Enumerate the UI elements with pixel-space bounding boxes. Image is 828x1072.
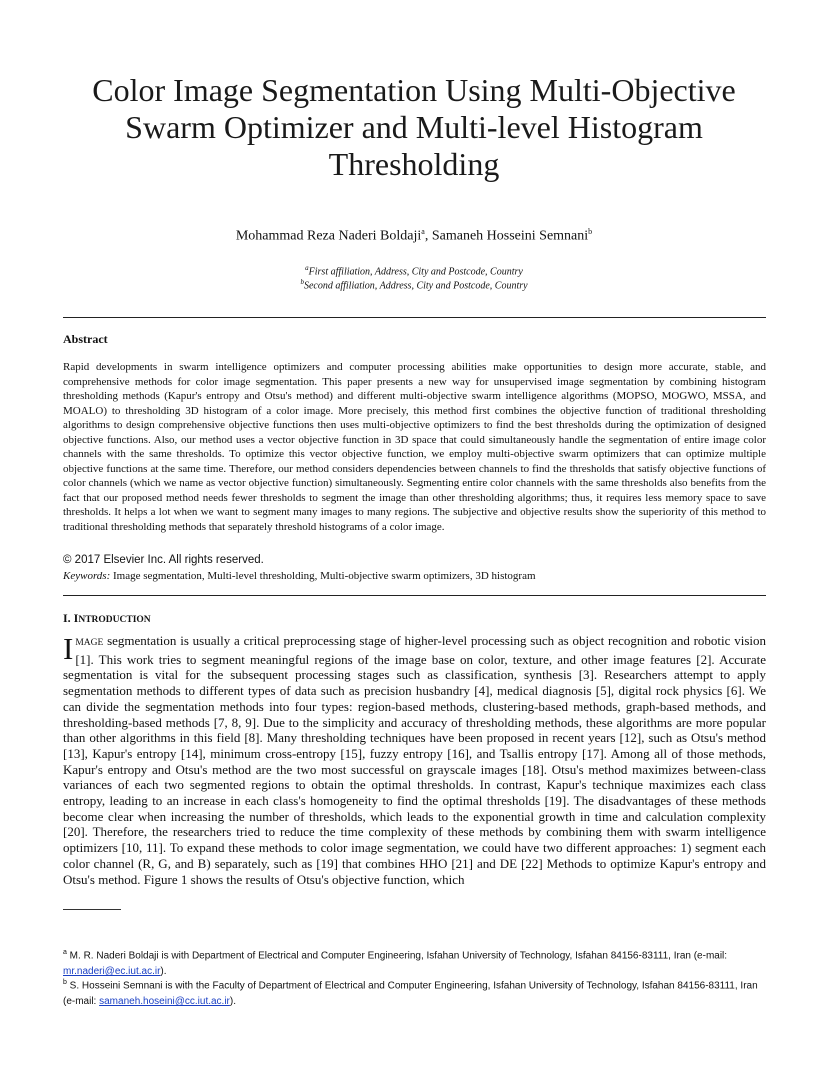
footnote-text: S. Hosseini Semnani is with the Faculty of Department of Electrical and Computer Engineering, Isfahan University of Technology, Isfahan 84156-83111, Iran (e-mail: [63,980,758,1008]
author-separator: , [424,228,432,244]
author-sup: b [588,227,593,236]
footnote [63,975,763,1010]
affiliation-text: Second affiliation, Address, City and Postcode, Country [303,280,528,292]
footnote-sup: b [63,979,67,986]
section-title: NTRODUCTION [78,615,151,625]
lead-word: MAGE [75,638,104,648]
introduction-paragraph [63,633,766,887]
keywords-text: Image segmentation, Multi-level thresholding, Multi-objective swarm optimizers, 3D histogram [113,570,536,582]
footnote-sup: a [63,949,67,956]
intro-text: segmentation is usually a critical preprocessing stage of higher-level processing such as object recognition and robotic vision [1]. This work tries to segment meaningful regions of the image base on color, texture, and other image features [2]. Accurate segmentation is vital for the subsequent processing stages such as classification, synthesis [3]. Researchers attempt to apply segmentation methods to different types of data such as precision husbandry [4], medical diagnosis [5], digital rock physics [6]. We can divide the segmentation methods into four types: region-based methods, clustering-based methods, graph-based methods, and thresholding-based methods [7, 8, 9]. Due to the simplicity and accuracy of thresholding methods, these algorithms are more popular than other algorithms in this field [8]. Many thresholding techniques have been proposed in recent years [12], such as Otsu's method [13], Kapur's entropy [14], minimum cross-entropy [15], fuzzy entropy [16], and Tsallis entropy [17]. Among all of those methods, Kapur's entropy and Otsu's method are the two most successful on grayscale images [18]. Otsu's method maximizes between-class variances of each two segmented regions to obtain the optimal thresholds. In contrast, Kapur's technique maximizes each class entropy, leading to an increase in each class's homogeneity to find the optimal thresholds [19]. The disadvantages of these methods become clear when increasing the number of thresholds, which leads to the exponential growth in time and calculation complexity [20]. Therefore, the researchers tried to reduce the time complexity of these methods by combining them with swarm intelligence optimizers [10, 11]. To expand these methods to color image segmentation, we could have two different approaches: 1) segment each color channel (R, G, and B) separately, such as [19] that combines HHO [21] and DE [22] Methods to optimize Kapur's entropy and Otsu's method. Figure 1 shows the results of Otsu's objective function, which [63,633,766,887]
copyright-notice: © 2017 Elsevier Inc. All rights reserved. [63,554,264,566]
abstract-heading: Abstract [63,332,108,346]
affiliation-sup: b [300,278,304,286]
footnote-tail: ). [160,966,167,978]
keywords-label: Keywords: [63,570,111,582]
author-sup: a [421,227,425,236]
section-number: I. I [63,611,79,625]
affiliation-line [0,264,828,277]
affiliation-sup: a [305,264,309,272]
email-link[interactable]: samaneh.hoseini@cc.iut.ac.ir [99,996,230,1008]
section-heading [63,611,151,626]
keywords-line [63,570,536,582]
author-list [0,227,828,245]
paper-title: Color Image Segmentation Using Multi-Objective Swarm Optimizer and Multi-level Histogram Thresholding [92,72,736,182]
footnote-tail: ). [229,996,237,1008]
bottom-divider [63,595,766,596]
top-divider [63,317,766,318]
affiliation-line [0,278,828,291]
footnote-text: M. R. Naderi Boldaji is with Department of Electrical and Computer Engineering, Isfahan University of Technology, Isfahan 84156-83111, Iran (e-mail: [66,950,728,962]
affiliation-text: First affiliation, Address, City and Postcode, Country [308,266,523,278]
footnote-divider [63,909,121,910]
author-name: Samaneh Hosseini Semnani [431,228,589,244]
author-name: Mohammad Reza Naderi Boldaji [235,228,422,244]
email-link[interactable]: mr.naderi@ec.iut.ac.ir [63,966,161,978]
abstract-text: Rapid developments in swarm intelligence optimizers and computer processing abilities make opportunities to design more accurate, stable, and comprehensive methods for color image segmentation. This paper presents a new way for unsupervised image segmentation by combining histogram thresholding methods (Kapur's entropy and Otsu's method) and different multi-objective swarm intelligence algorithms (MOPSO, MOGWO, MSSA, and MOALO) to thresholding 3D histogram of a color image. More precisely, this method first combines the objective function of traditional thresholding algorithms to design comprehensive objective functions then uses multi-objective optimizers to find the best thresholds during the optimization of designed objective functions. Also, our method uses a vector objective function in 3D space that could simultaneously handle the segmentation of entire image color channels with the same thresholds. To optimize this vector objective function, we employ multi-objective swarm optimizers that can optimize multiple objective functions at the same time. Therefore, our method considers dependencies between channels to find the thresholds that satisfy objective functions of color channels (which we name as vector objective function) simultaneously. Segmenting entire color channels with the same thresholds also benefits from the fact that our proposed method needs fewer thresholds to segment the image than other thresholding algorithms; thus, it requires less memory space to save thresholds. It helps a lot when we want to segment many images to many regions. The subjective and objective results show the superiority of this method to traditional thresholding methods that separately threshold histograms of a color image. [63,361,766,533]
drop-cap: I [63,631,74,666]
